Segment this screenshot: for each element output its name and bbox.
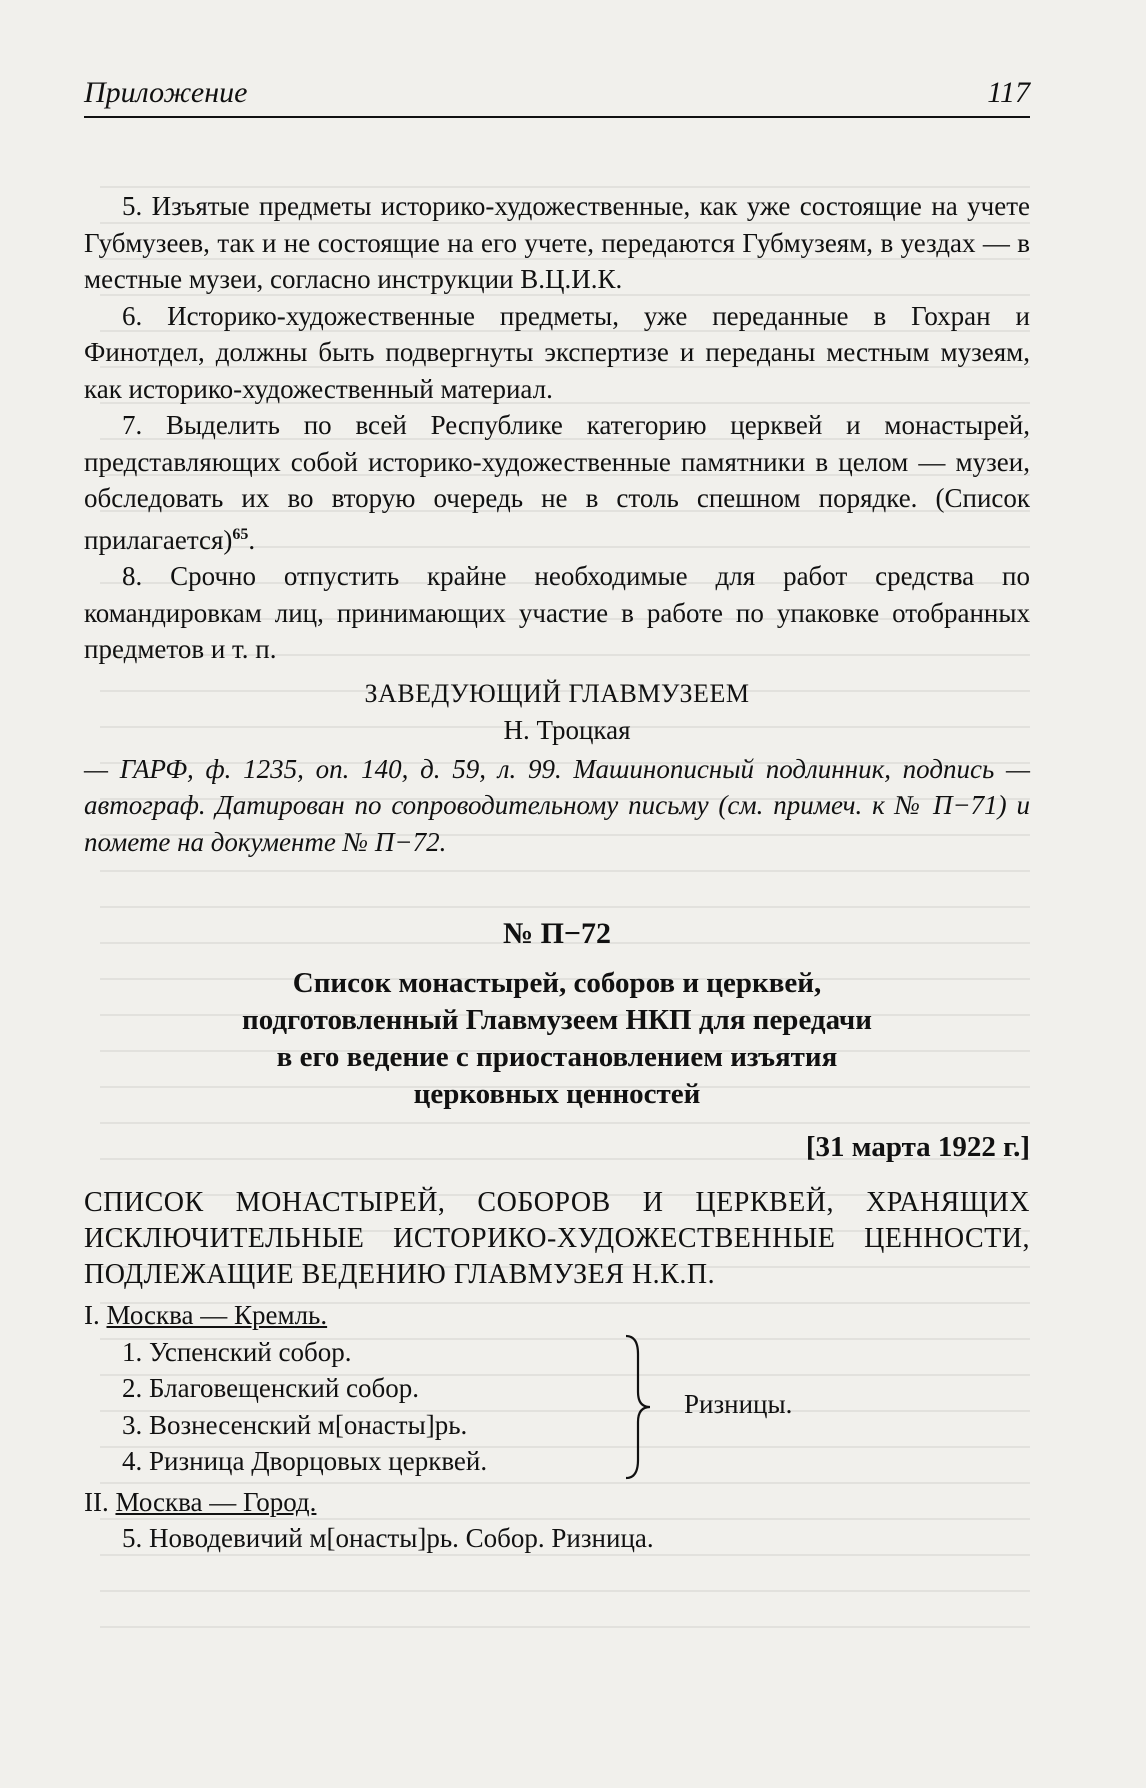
header-section-title: Приложение [84, 76, 248, 109]
section-name: Москва — Кремль. [106, 1300, 328, 1330]
document-title-line: в его ведение с приостановлением изъятия [276, 1040, 838, 1073]
page-body [84, 188, 1030, 1557]
running-header [84, 76, 1030, 118]
footnote-ref: 65 [232, 525, 249, 543]
document-date: [31 марта 1922 г.] [805, 1130, 1030, 1163]
paragraph-6: 6. Историко-художественные предметы, уже переданные в Гохран и Финотдел, должны быть подвергнуты экспертизе и переданы местным музеям, как историко-художественный материал. [84, 300, 1030, 404]
paragraph-8: 8. Срочно отпустить крайне необходимые для работ средства по командировкам лиц, принимающих участие в работе по упаковке отобранных предметов и т. п. [84, 561, 1030, 664]
list-item: 4. Ризница Дворцовых церквей. [122, 1446, 488, 1476]
right-brace-icon [624, 1334, 652, 1480]
paragraph-7-text: 7. Выделить по всей Республике категорию церквей и монастырей, представляющих собой историко-художественные памятники в целом — музеи, обследовать их во вторую очередь не в столь спешном порядке. (Список прилагается) [84, 410, 1030, 555]
paragraph-5: 5. Изъятые предметы историко-художественные, как уже состоящие на учете Губмузеев, так и не состоящие на его учете, передаются Губмузеям, в уездах — в местные музеи, согласно инструкции В.Ц.И.К. [84, 191, 1030, 294]
document-title [84, 965, 1030, 1113]
signature-title: ЗАВЕДУЮЩИЙ ГЛАВМУЗЕЕМ [364, 678, 750, 708]
page-number: 117 [987, 76, 1030, 109]
archival-source-note: — ГАРФ, ф. 1235, оп. 140, д. 59, л. 99. Машинописный подлинник, подпись — автограф. Датирован по сопроводительному письму (см. примеч. к № П−71) и помете на документе № П−72. [84, 753, 1030, 857]
section-name: Москва — Город. [115, 1486, 317, 1517]
section-prefix: I. [84, 1300, 107, 1330]
list-heading: СПИСОК МОНАСТЫРЕЙ, СОБОРОВ И ЦЕРКВЕЙ, ХРАНЯЩИХ ИСКЛЮЧИТЕЛЬНЫЕ ИСТОРИКО-ХУДОЖЕСТВЕННЫЕ ЦЕННОСТИ, ПОДЛЕЖАЩИЕ ВЕДЕНИЮ ГЛАВМУЗЕЯ Н.К.П. [84, 1187, 1030, 1290]
list-item: 1. Успенский собор. [122, 1336, 352, 1367]
document-title-line: церковных ценностей [413, 1077, 701, 1110]
section-prefix: II. [84, 1486, 116, 1517]
section-moscow-city [84, 1484, 1030, 1521]
document-title-line: подготовленный Главмузеем НКП для передачи [242, 1003, 872, 1036]
document-number: № П−72 [502, 917, 612, 950]
section-moscow-kremlin [84, 1297, 1030, 1334]
document-title-line: Список монастырей, соборов и церквей, [292, 966, 822, 999]
paragraph-7: 7. Выделить по всей Республике категорию церквей и монастырей, представляющих собой историко-художественные памятники в целом — музеи, обследовать их во вторую очередь не в столь спешном порядке. (Список прилагается)$^{65}$. [84, 410, 1030, 555]
list-item: 3. Вознесенский м[онасты]рь. [122, 1409, 468, 1440]
kremlin-items-group [84, 1334, 1030, 1480]
list-item: 5. Новодевичий м[онасты]рь. Собор. Ризница. [122, 1523, 654, 1553]
group-label: Ризницы. [684, 1388, 793, 1419]
signature-name: Н. Троцкая [503, 715, 631, 745]
list-item: 2. Благовещенский собор. [122, 1373, 420, 1403]
